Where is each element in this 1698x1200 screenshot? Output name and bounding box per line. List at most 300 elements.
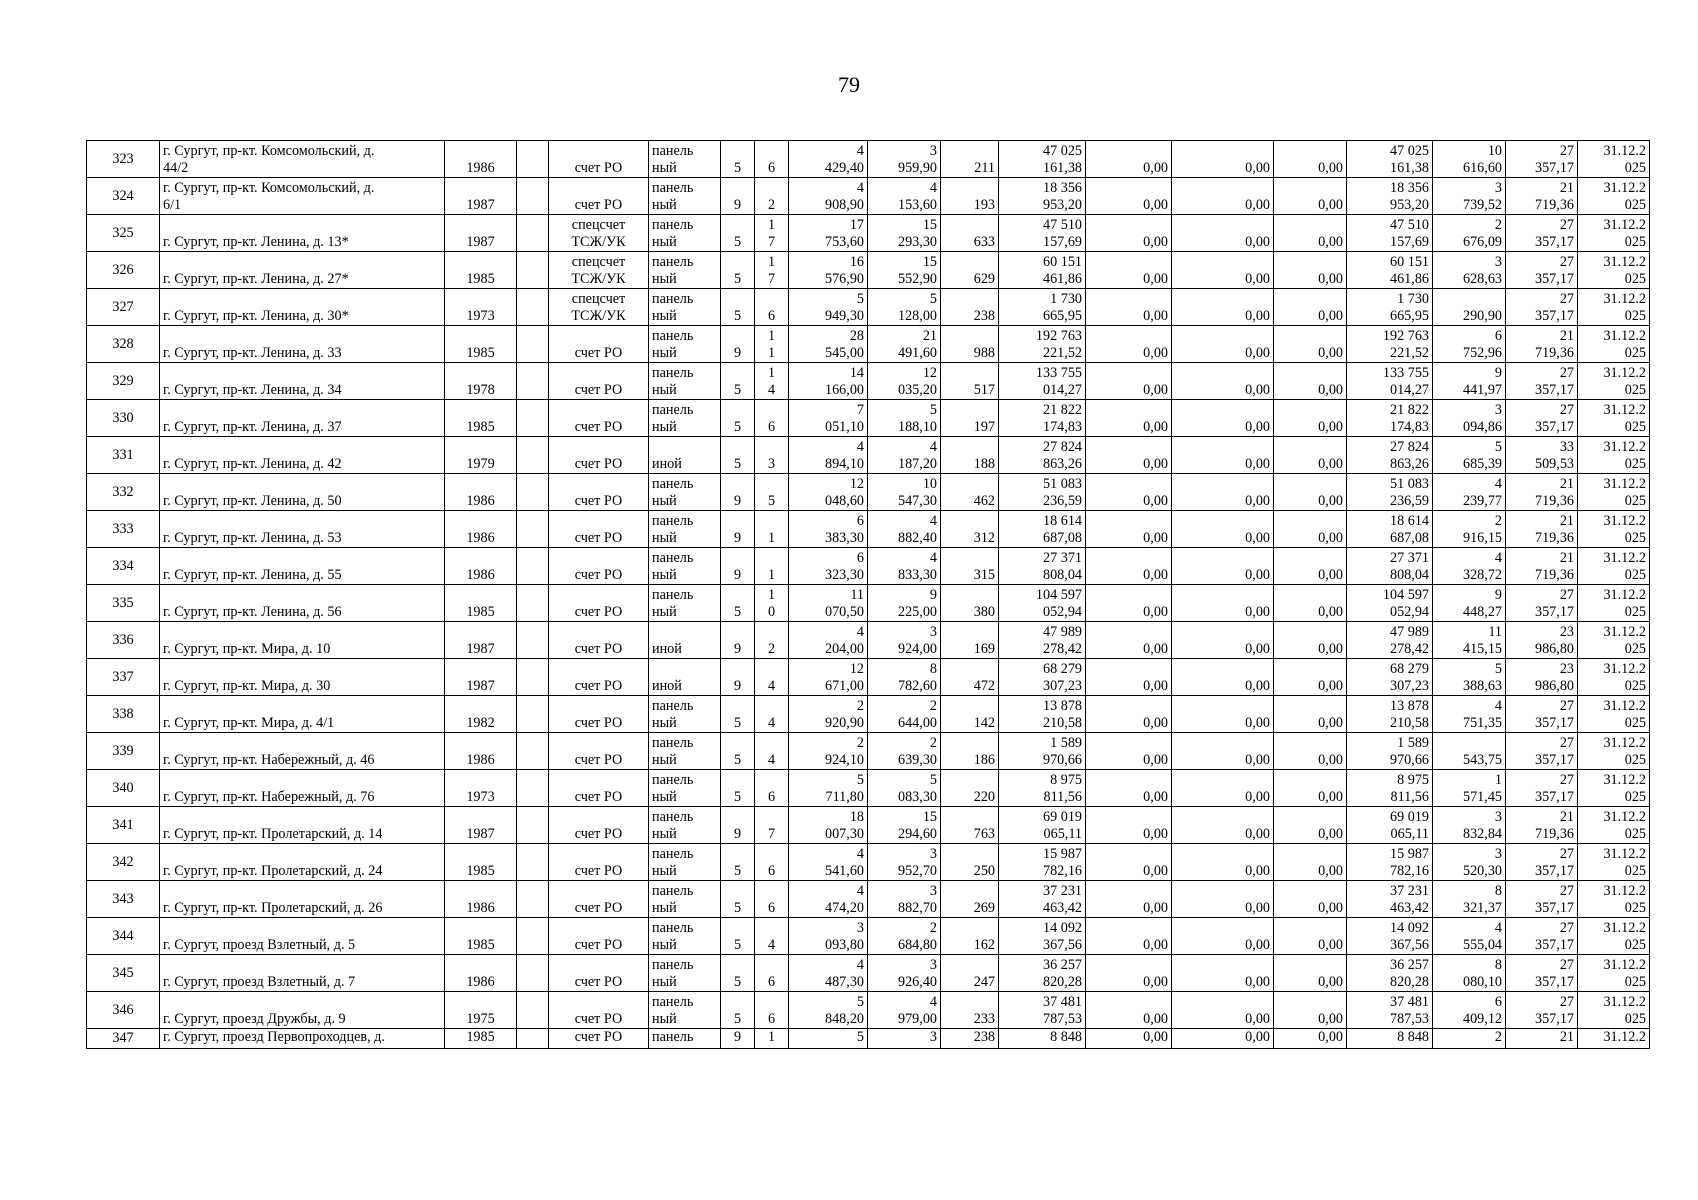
cell-wall-material: панель ный: [649, 881, 721, 918]
cell-entrances: 6: [755, 955, 789, 992]
cell-deadline: 31.12.2 025: [1578, 881, 1650, 918]
cell-cost-federal: 0,00: [1086, 881, 1172, 918]
cell-total-area: 2 924,10: [789, 733, 868, 770]
cell-cost-regional: 0,00: [1172, 918, 1274, 955]
cell-max-cost-per-sqm: 33 509,53: [1506, 437, 1578, 474]
cell-max-cost-per-sqm: 27 357,17: [1506, 400, 1578, 437]
table-row: [87, 807, 1650, 844]
cell-cost-local: 0,00: [1274, 918, 1347, 955]
cell-floors: 5: [721, 733, 755, 770]
cell-row-number: 327: [87, 289, 160, 326]
cell-residents: 238: [941, 1029, 999, 1049]
cell-residents: 517: [941, 363, 999, 400]
cell-account-type: счет РО: [549, 955, 649, 992]
cell-empty-col: [517, 326, 549, 363]
cell-empty-col: [517, 992, 549, 1029]
cell-wall-material: панель ный: [649, 215, 721, 252]
cell-total-area: 16 576,90: [789, 252, 868, 289]
cell-deadline: 31.12.2 025: [1578, 955, 1650, 992]
cell-empty-col: [517, 770, 549, 807]
cell-deadline: 31.12.2 025: [1578, 807, 1650, 844]
cell-living-area: 21 491,60: [868, 326, 941, 363]
cell-floors: 9: [721, 511, 755, 548]
cell-max-cost-per-sqm: 27 357,17: [1506, 289, 1578, 326]
cell-cost-local: 0,00: [1274, 363, 1347, 400]
cell-cost-local: 0,00: [1274, 844, 1347, 881]
cell-cost-per-sqm: 2: [1433, 1029, 1506, 1049]
cell-address: г. Сургут, пр-кт. Ленина, д. 50: [160, 474, 445, 511]
cell-empty-col: [517, 474, 549, 511]
cell-year-built: 1985: [445, 400, 517, 437]
cell-cost-regional: 0,00: [1172, 585, 1274, 622]
cell-floors: 9: [721, 1029, 755, 1049]
cell-max-cost-per-sqm: 27 357,17: [1506, 252, 1578, 289]
cell-entrances: 4: [755, 918, 789, 955]
cell-cost-federal: 0,00: [1086, 696, 1172, 733]
cell-entrances: 6: [755, 770, 789, 807]
table-row: [87, 363, 1650, 400]
table-row: [87, 696, 1650, 733]
cell-cost-owners: 27 824 863,26: [1347, 437, 1433, 474]
cell-cost-federal: 0,00: [1086, 289, 1172, 326]
table-row: [87, 289, 1650, 326]
cell-year-built: 1987: [445, 215, 517, 252]
cell-account-type: счет РО: [549, 1029, 649, 1049]
cell-entrances: 1 7: [755, 252, 789, 289]
cell-deadline: 31.12.2 025: [1578, 474, 1650, 511]
cell-living-area: 15 552,90: [868, 252, 941, 289]
cell-wall-material: панель ный: [649, 511, 721, 548]
cell-residents: 169: [941, 622, 999, 659]
cell-year-built: 1986: [445, 881, 517, 918]
cell-wall-material: панель ный: [649, 252, 721, 289]
cell-cost-regional: 0,00: [1172, 992, 1274, 1029]
cell-entrances: 6: [755, 881, 789, 918]
cell-wall-material: панель ный: [649, 548, 721, 585]
cell-address: г. Сургут, проезд Взлетный, д. 7: [160, 955, 445, 992]
cell-total-area: 4 908,90: [789, 178, 868, 215]
cell-total-area: 2 920,90: [789, 696, 868, 733]
cell-row-number: 338: [87, 696, 160, 733]
cell-cost-regional: 0,00: [1172, 881, 1274, 918]
cell-year-built: 1985: [445, 1029, 517, 1049]
cell-total-cost: 27 371 808,04: [999, 548, 1086, 585]
cell-deadline: 31.12.2 025: [1578, 141, 1650, 178]
cell-account-type: спецсчет ТСЖ/УК: [549, 252, 649, 289]
cell-row-number: 329: [87, 363, 160, 400]
cell-deadline: 31.12.2 025: [1578, 585, 1650, 622]
cell-living-area: 4 153,60: [868, 178, 941, 215]
cell-cost-owners: 37 481 787,53: [1347, 992, 1433, 1029]
cell-entrances: 3: [755, 437, 789, 474]
cell-cost-per-sqm: 5 685,39: [1433, 437, 1506, 474]
cell-total-cost: 13 878 210,58: [999, 696, 1086, 733]
cell-total-area: 4 894,10: [789, 437, 868, 474]
cell-entrances: 2: [755, 622, 789, 659]
cell-cost-owners: 1 730 665,95: [1347, 289, 1433, 326]
cell-living-area: 4 979,00: [868, 992, 941, 1029]
cell-empty-col: [517, 844, 549, 881]
cell-living-area: 5 083,30: [868, 770, 941, 807]
cell-max-cost-per-sqm: 27 357,17: [1506, 918, 1578, 955]
cell-row-number: 346: [87, 992, 160, 1029]
cell-total-cost: 37 481 787,53: [999, 992, 1086, 1029]
cell-total-cost: 1 589 970,66: [999, 733, 1086, 770]
cell-cost-local: 0,00: [1274, 474, 1347, 511]
cell-total-cost: 8 975 811,56: [999, 770, 1086, 807]
cell-total-area: 6 323,30: [789, 548, 868, 585]
cell-cost-owners: 21 822 174,83: [1347, 400, 1433, 437]
cell-cost-per-sqm: 5 388,63: [1433, 659, 1506, 696]
cell-year-built: 1986: [445, 511, 517, 548]
cell-account-type: спецсчет ТСЖ/УК: [549, 215, 649, 252]
cell-wall-material: панель ный: [649, 807, 721, 844]
cell-cost-local: 0,00: [1274, 400, 1347, 437]
cell-wall-material: панель ный: [649, 178, 721, 215]
cell-cost-per-sqm: 6 409,12: [1433, 992, 1506, 1029]
cell-address: г. Сургут, пр-кт. Набережный, д. 76: [160, 770, 445, 807]
cell-cost-local: 0,00: [1274, 511, 1347, 548]
cell-empty-col: [517, 807, 549, 844]
cell-cost-federal: 0,00: [1086, 1029, 1172, 1049]
cell-cost-regional: 0,00: [1172, 400, 1274, 437]
cell-total-cost: 15 987 782,16: [999, 844, 1086, 881]
cell-cost-regional: 0,00: [1172, 289, 1274, 326]
cell-max-cost-per-sqm: 27 357,17: [1506, 770, 1578, 807]
cell-year-built: 1986: [445, 141, 517, 178]
cell-max-cost-per-sqm: 23 986,80: [1506, 622, 1578, 659]
cell-floors: 5: [721, 289, 755, 326]
cell-floors: 5: [721, 881, 755, 918]
cell-residents: 629: [941, 252, 999, 289]
cell-total-cost: 133 755 014,27: [999, 363, 1086, 400]
cell-row-number: 340: [87, 770, 160, 807]
cell-residents: 238: [941, 289, 999, 326]
cell-cost-per-sqm: 9 448,27: [1433, 585, 1506, 622]
cell-floors: 9: [721, 548, 755, 585]
table-row: [87, 178, 1650, 215]
cell-row-number: 325: [87, 215, 160, 252]
cell-entrances: 6: [755, 400, 789, 437]
cell-cost-owners: 27 371 808,04: [1347, 548, 1433, 585]
cell-floors: 9: [721, 474, 755, 511]
cell-year-built: 1987: [445, 807, 517, 844]
cell-total-area: 18 007,30: [789, 807, 868, 844]
cell-living-area: 3 924,00: [868, 622, 941, 659]
cell-total-cost: 18 356 953,20: [999, 178, 1086, 215]
cell-floors: 5: [721, 141, 755, 178]
cell-total-cost: 47 025 161,38: [999, 141, 1086, 178]
cell-total-cost: 47 510 157,69: [999, 215, 1086, 252]
cell-cost-per-sqm: 8 321,37: [1433, 881, 1506, 918]
cell-year-built: 1979: [445, 437, 517, 474]
cell-empty-col: [517, 955, 549, 992]
cell-entrances: 6: [755, 141, 789, 178]
cell-cost-owners: 68 279 307,23: [1347, 659, 1433, 696]
table-row: [87, 326, 1650, 363]
cell-empty-col: [517, 696, 549, 733]
cell-entrances: 1 0: [755, 585, 789, 622]
cell-residents: 315: [941, 548, 999, 585]
cell-row-number: 324: [87, 178, 160, 215]
cell-residents: 220: [941, 770, 999, 807]
cell-max-cost-per-sqm: 21 719,36: [1506, 326, 1578, 363]
table-row: [87, 548, 1650, 585]
cell-entrances: 7: [755, 807, 789, 844]
cell-residents: 633: [941, 215, 999, 252]
cell-entrances: 4: [755, 659, 789, 696]
cell-living-area: 2 639,30: [868, 733, 941, 770]
cell-cost-regional: 0,00: [1172, 252, 1274, 289]
cell-living-area: 4 882,40: [868, 511, 941, 548]
cell-total-area: 14 166,00: [789, 363, 868, 400]
cell-wall-material: панель: [649, 1029, 721, 1049]
cell-empty-col: [517, 437, 549, 474]
cell-max-cost-per-sqm: 27 357,17: [1506, 955, 1578, 992]
cell-entrances: 1 4: [755, 363, 789, 400]
cell-cost-owners: 8 975 811,56: [1347, 770, 1433, 807]
cell-total-area: 12 048,60: [789, 474, 868, 511]
cell-address: г. Сургут, пр-кт. Ленина, д. 37: [160, 400, 445, 437]
cell-cost-owners: 36 257 820,28: [1347, 955, 1433, 992]
cell-row-number: 328: [87, 326, 160, 363]
cell-deadline: 31.12.2 025: [1578, 178, 1650, 215]
cell-deadline: 31.12.2 025: [1578, 696, 1650, 733]
cell-year-built: 1985: [445, 844, 517, 881]
cell-address: г. Сургут, пр-кт. Ленина, д. 30*: [160, 289, 445, 326]
cell-address: г. Сургут, пр-кт. Комсомольский, д. 44/2: [160, 141, 445, 178]
cell-empty-col: [517, 400, 549, 437]
cell-living-area: 2 644,00: [868, 696, 941, 733]
cell-living-area: 5 128,00: [868, 289, 941, 326]
cell-cost-federal: 0,00: [1086, 659, 1172, 696]
cell-row-number: 341: [87, 807, 160, 844]
cell-year-built: 1985: [445, 918, 517, 955]
cell-account-type: счет РО: [549, 992, 649, 1029]
cell-entrances: 4: [755, 696, 789, 733]
cell-max-cost-per-sqm: 27 357,17: [1506, 844, 1578, 881]
cell-living-area: 15 293,30: [868, 215, 941, 252]
cell-cost-federal: 0,00: [1086, 511, 1172, 548]
cell-floors: 5: [721, 696, 755, 733]
cell-year-built: 1986: [445, 733, 517, 770]
cell-max-cost-per-sqm: 27 357,17: [1506, 733, 1578, 770]
cell-cost-per-sqm: 3 739,52: [1433, 178, 1506, 215]
cell-floors: 5: [721, 992, 755, 1029]
cell-address: г. Сургут, проезд Первопроходцев, д.: [160, 1029, 445, 1049]
cell-entrances: 6: [755, 289, 789, 326]
table-row: [87, 659, 1650, 696]
cell-cost-owners: 51 083 236,59: [1347, 474, 1433, 511]
cell-account-type: счет РО: [549, 511, 649, 548]
cell-account-type: счет РО: [549, 363, 649, 400]
cell-year-built: 1973: [445, 289, 517, 326]
cell-row-number: 332: [87, 474, 160, 511]
cell-total-area: 28 545,00: [789, 326, 868, 363]
table-row: [87, 437, 1650, 474]
cell-wall-material: панель ный: [649, 585, 721, 622]
cell-cost-per-sqm: 11 415,15: [1433, 622, 1506, 659]
cell-deadline: 31.12.2 025: [1578, 548, 1650, 585]
cell-address: г. Сургут, пр-кт. Мира, д. 4/1: [160, 696, 445, 733]
table-row: [87, 400, 1650, 437]
cell-cost-regional: 0,00: [1172, 955, 1274, 992]
cell-entrances: 6: [755, 844, 789, 881]
cell-row-number: 344: [87, 918, 160, 955]
cell-account-type: счет РО: [549, 696, 649, 733]
cell-wall-material: панель ный: [649, 844, 721, 881]
cell-cost-local: 0,00: [1274, 548, 1347, 585]
cell-cost-regional: 0,00: [1172, 363, 1274, 400]
cell-cost-local: 0,00: [1274, 585, 1347, 622]
cell-account-type: счет РО: [549, 178, 649, 215]
cell-living-area: 3 952,70: [868, 844, 941, 881]
cell-cost-regional: 0,00: [1172, 622, 1274, 659]
cell-wall-material: иной: [649, 659, 721, 696]
cell-deadline: 31.12.2 025: [1578, 992, 1650, 1029]
cell-total-area: 6 383,30: [789, 511, 868, 548]
table-row: [87, 844, 1650, 881]
cell-year-built: 1987: [445, 178, 517, 215]
cell-account-type: счет РО: [549, 437, 649, 474]
cell-wall-material: панель ный: [649, 326, 721, 363]
cell-residents: 162: [941, 918, 999, 955]
cell-year-built: 1978: [445, 363, 517, 400]
cell-cost-owners: 104 597 052,94: [1347, 585, 1433, 622]
cell-cost-per-sqm: 3 520,30: [1433, 844, 1506, 881]
cell-wall-material: панель ный: [649, 474, 721, 511]
cell-address: г. Сургут, пр-кт. Пролетарский, д. 24: [160, 844, 445, 881]
cell-address: г. Сургут, пр-кт. Ленина, д. 55: [160, 548, 445, 585]
cell-cost-local: 0,00: [1274, 733, 1347, 770]
cell-residents: 472: [941, 659, 999, 696]
cell-row-number: 331: [87, 437, 160, 474]
housing-register-table: [86, 140, 1650, 1049]
cell-cost-per-sqm: 4 555,04: [1433, 918, 1506, 955]
cell-deadline: 31.12.2 025: [1578, 770, 1650, 807]
cell-cost-owners: 14 092 367,56: [1347, 918, 1433, 955]
cell-row-number: 326: [87, 252, 160, 289]
cell-cost-local: 0,00: [1274, 955, 1347, 992]
cell-living-area: 4 187,20: [868, 437, 941, 474]
cell-cost-local: 0,00: [1274, 289, 1347, 326]
cell-cost-regional: 0,00: [1172, 696, 1274, 733]
cell-total-area: 5 848,20: [789, 992, 868, 1029]
cell-cost-per-sqm: 9 441,97: [1433, 363, 1506, 400]
cell-floors: 9: [721, 326, 755, 363]
cell-residents: 186: [941, 733, 999, 770]
cell-cost-regional: 0,00: [1172, 437, 1274, 474]
cell-cost-local: 0,00: [1274, 437, 1347, 474]
cell-living-area: 3 959,90: [868, 141, 941, 178]
cell-cost-federal: 0,00: [1086, 955, 1172, 992]
cell-account-type: счет РО: [549, 585, 649, 622]
table-row: [87, 511, 1650, 548]
cell-living-area: 10 547,30: [868, 474, 941, 511]
cell-row-number: 343: [87, 881, 160, 918]
cell-wall-material: панель ный: [649, 400, 721, 437]
cell-cost-per-sqm: 543,75: [1433, 733, 1506, 770]
cell-deadline: 31.12.2 025: [1578, 733, 1650, 770]
cell-cost-federal: 0,00: [1086, 622, 1172, 659]
cell-cost-federal: 0,00: [1086, 548, 1172, 585]
cell-cost-local: 0,00: [1274, 770, 1347, 807]
cell-cost-owners: 37 231 463,42: [1347, 881, 1433, 918]
cell-cost-per-sqm: 1 571,45: [1433, 770, 1506, 807]
cell-entrances: 6: [755, 992, 789, 1029]
cell-address: г. Сургут, пр-кт. Набережный, д. 46: [160, 733, 445, 770]
cell-cost-federal: 0,00: [1086, 326, 1172, 363]
cell-cost-local: 0,00: [1274, 807, 1347, 844]
cell-cost-regional: 0,00: [1172, 1029, 1274, 1049]
cell-cost-per-sqm: 4 751,35: [1433, 696, 1506, 733]
cell-cost-federal: 0,00: [1086, 363, 1172, 400]
cell-residents: 462: [941, 474, 999, 511]
cell-empty-col: [517, 622, 549, 659]
cell-cost-local: 0,00: [1274, 215, 1347, 252]
cell-entrances: 1 1: [755, 326, 789, 363]
cell-floors: 5: [721, 215, 755, 252]
cell-cost-regional: 0,00: [1172, 548, 1274, 585]
cell-cost-owners: 47 510 157,69: [1347, 215, 1433, 252]
cell-address: г. Сургут, пр-кт. Комсомольский, д. 6/1: [160, 178, 445, 215]
cell-total-cost: 60 151 461,86: [999, 252, 1086, 289]
cell-cost-regional: 0,00: [1172, 807, 1274, 844]
cell-total-area: 5 711,80: [789, 770, 868, 807]
cell-account-type: счет РО: [549, 659, 649, 696]
cell-max-cost-per-sqm: 21 719,36: [1506, 178, 1578, 215]
cell-empty-col: [517, 363, 549, 400]
cell-residents: 380: [941, 585, 999, 622]
cell-account-type: счет РО: [549, 326, 649, 363]
cell-row-number: 347: [87, 1029, 160, 1049]
cell-cost-per-sqm: 6 752,96: [1433, 326, 1506, 363]
cell-cost-regional: 0,00: [1172, 844, 1274, 881]
cell-living-area: 3 882,70: [868, 881, 941, 918]
cell-cost-local: 0,00: [1274, 252, 1347, 289]
cell-cost-federal: 0,00: [1086, 178, 1172, 215]
cell-year-built: 1975: [445, 992, 517, 1029]
cell-cost-federal: 0,00: [1086, 585, 1172, 622]
page-number: 79: [838, 72, 860, 97]
table-row: [87, 585, 1650, 622]
cell-residents: 250: [941, 844, 999, 881]
cell-cost-regional: 0,00: [1172, 659, 1274, 696]
cell-total-cost: 37 231 463,42: [999, 881, 1086, 918]
table-row: [87, 733, 1650, 770]
cell-empty-col: [517, 289, 549, 326]
cell-address: г. Сургут, пр-кт. Ленина, д. 34: [160, 363, 445, 400]
cell-cost-per-sqm: 2 676,09: [1433, 215, 1506, 252]
cell-max-cost-per-sqm: 21 719,36: [1506, 511, 1578, 548]
cell-residents: 269: [941, 881, 999, 918]
cell-cost-federal: 0,00: [1086, 844, 1172, 881]
table-row: [87, 918, 1650, 955]
cell-wall-material: иной: [649, 622, 721, 659]
cell-cost-owners: 47 025 161,38: [1347, 141, 1433, 178]
cell-total-cost: 192 763 221,52: [999, 326, 1086, 363]
cell-row-number: 333: [87, 511, 160, 548]
cell-total-cost: 21 822 174,83: [999, 400, 1086, 437]
cell-total-area: 4 474,20: [789, 881, 868, 918]
cell-deadline: 31.12.2 025: [1578, 844, 1650, 881]
cell-living-area: 5 188,10: [868, 400, 941, 437]
cell-total-cost: 18 614 687,08: [999, 511, 1086, 548]
cell-account-type: счет РО: [549, 881, 649, 918]
cell-empty-col: [517, 733, 549, 770]
cell-deadline: 31.12.2: [1578, 1029, 1650, 1049]
table-row: [87, 881, 1650, 918]
